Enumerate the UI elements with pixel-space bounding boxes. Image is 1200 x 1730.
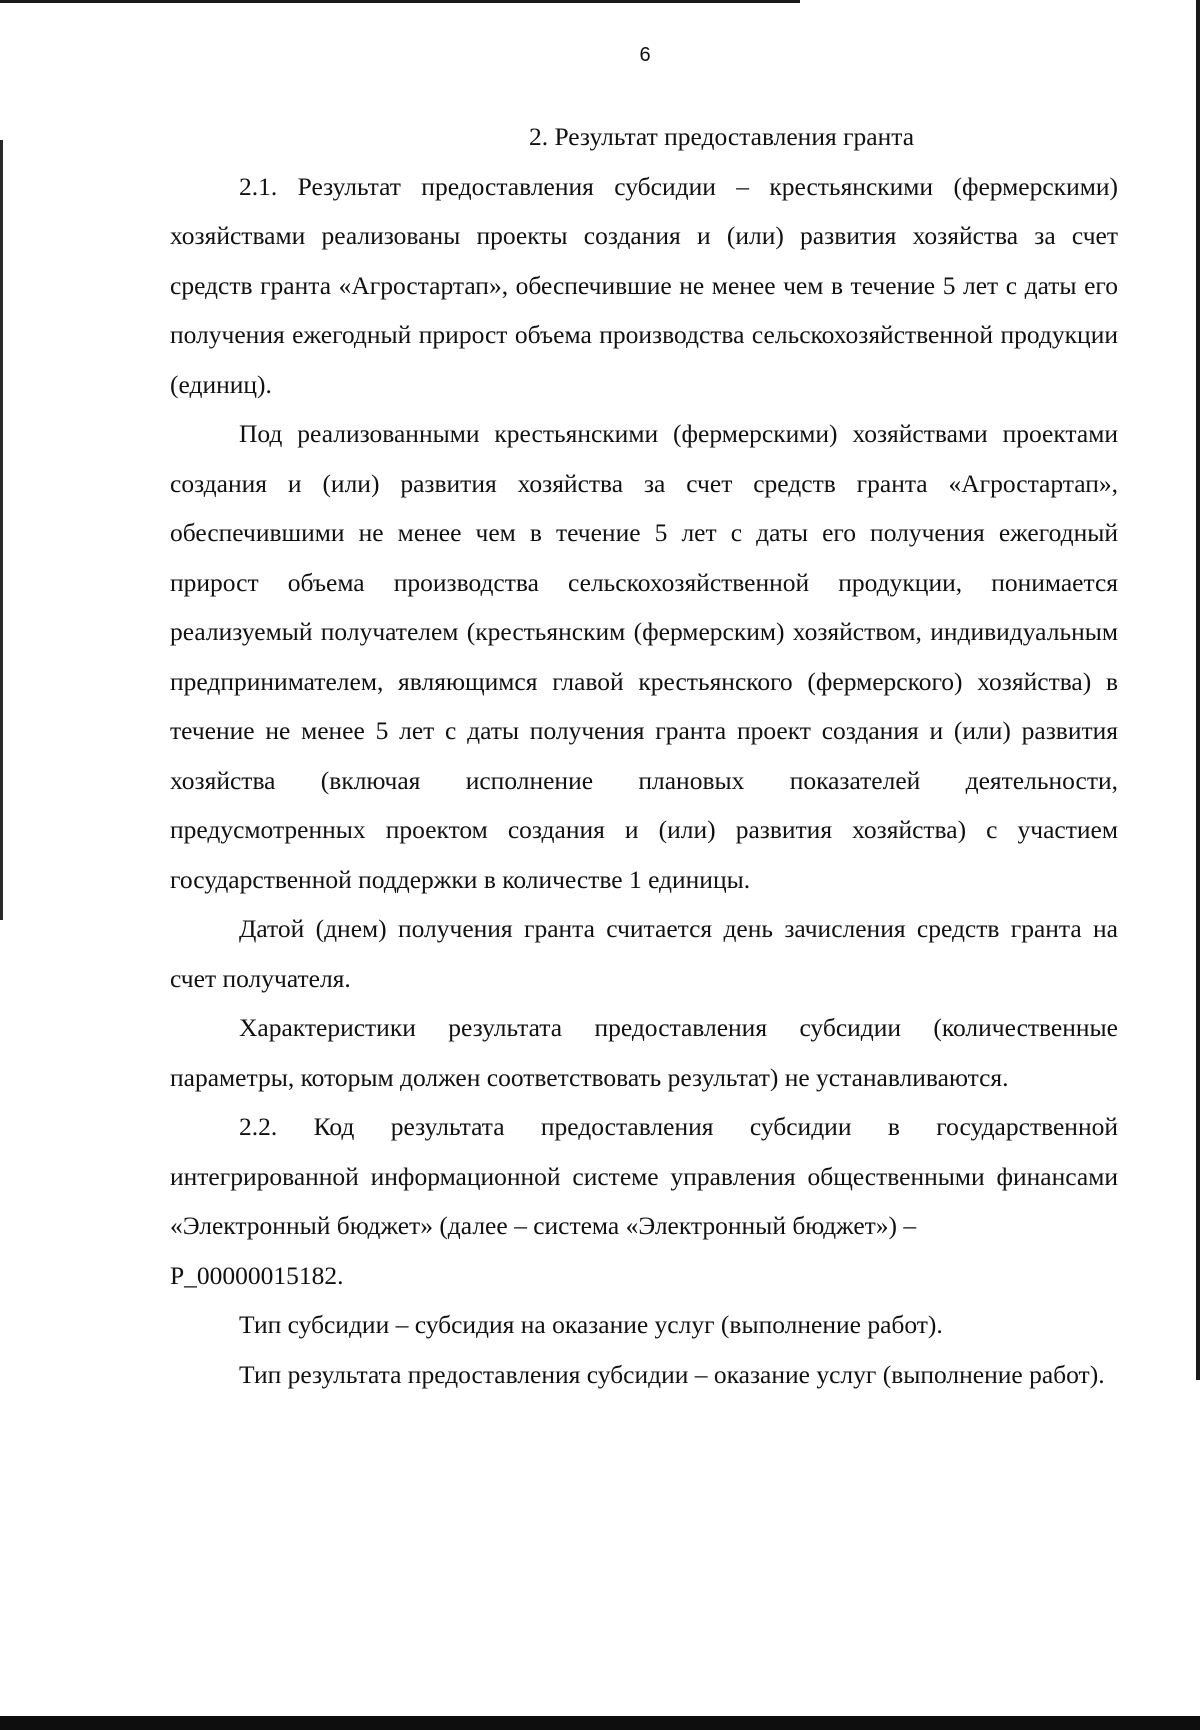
paragraph-characteristics: Характеристики результата предоставления субсидии (количественные параметры, которым должен соответствовать результат) не устанавливаются. bbox=[170, 1013, 1118, 1092]
scan-edge-bottom bbox=[0, 1716, 1200, 1730]
scan-edge-left bbox=[0, 140, 3, 920]
paragraph-grant-date: Датой (днем) получения гранта считается день зачисления средств гранта на счет получателя. bbox=[170, 914, 1118, 993]
scan-edge-right bbox=[1196, 0, 1200, 1380]
paragraph-2-1: 2.1. Результат предоставления субсидии – крестьянскими (фермерскими) хозяйствами реализованы проекты создания и (или) развития хозяйства за счет средств гранта «Агростартап», обеспечившие не менее чем в течение 5 лет с даты его получения ежегодный прирост объема производства сельскохозяйственной продукции (единиц). bbox=[170, 171, 1118, 399]
paragraph-subsidy-type: Тип субсидии – субсидия на оказание услуг (выполнение работ). bbox=[239, 1310, 943, 1339]
section-heading: 2. Результат предоставления гранта bbox=[528, 122, 915, 151]
paragraph-2-2 bbox=[170, 1102, 1118, 1300]
result-code: P_00000015182. bbox=[170, 1260, 344, 1290]
paragraph-2-2-text: 2.2. Код результата предоставления субсидии в государственной интегрированной информационной системе управления общественными финансами «Электронный бюджет» (далее – система «Электронный бюджет») – bbox=[170, 1112, 1118, 1240]
page-number: 6 bbox=[639, 44, 651, 66]
paragraph-definition: Под реализованными крестьянскими (фермерскими) хозяйствами проектами создания и (или) развития хозяйства за счет средств гранта «Агростартап», обеспечившими не менее чем в течение 5 лет с даты его получения ежегодный прирост объема производства сельскохозяйственной продукции, понимается реализуемый получателем (крестьянским (фермерским) хозяйством, индивидуальным предпринимателем, являющимся главой крестьянского (фермерского) хозяйства) в течение не менее 5 лет с даты получения гранта проект создания и (или) развития хозяйства (включая исполнение плановых показателей деятельности, предусмотренных проектом создания и (или) развития хозяйства) с участием государственной поддержки в количестве 1 единицы. bbox=[170, 419, 1118, 894]
paragraph-result-type: Тип результата предоставления субсидии – оказание услуг (выполнение работ). bbox=[239, 1359, 1105, 1389]
scan-edge-top bbox=[0, 0, 800, 3]
document-body bbox=[170, 112, 1118, 1399]
